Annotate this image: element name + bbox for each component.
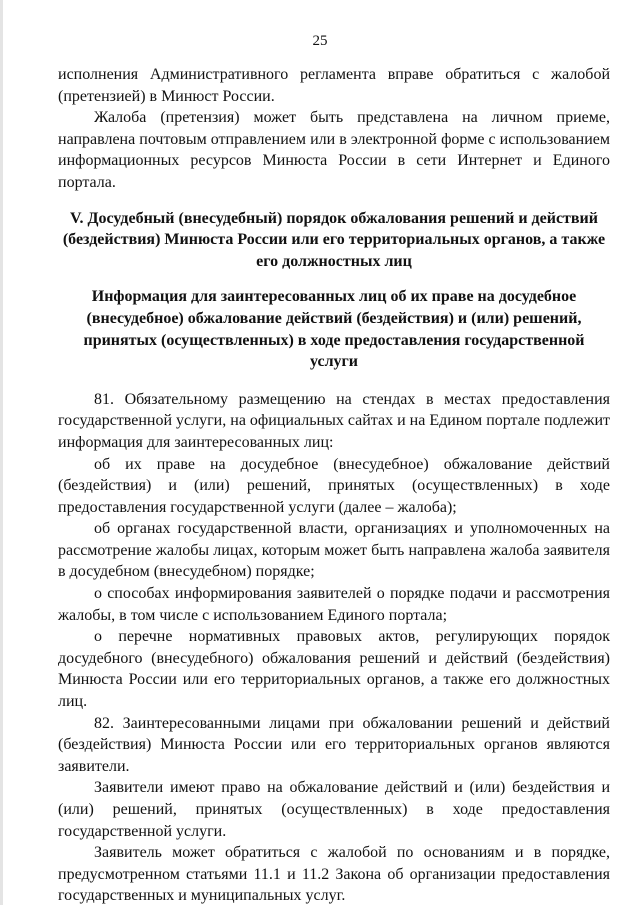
sub-heading: Информация для заинтересованных лиц об их праве на досудебное (внесудебное) обжалование действий (бездействия) и (или) решений, принятых (осуществленных) в ходе предоставления государственной услуги xyxy=(83,288,585,371)
paragraph: Жалоба (претензия) может быть представлена на личном приеме, направлена почтовым отправлением или в электронной форме с использованием информационных ресурсов Минюста России в сети Интернет и Единого портала. xyxy=(58,109,610,191)
paragraph: об их праве на досудебное (внесудебное) обжалование действий (бездействия) и (или) решений, принятых (осуществленных) в ходе предоставления государственной услуги (далее – жалоба); xyxy=(58,455,610,516)
paragraph: об органах государственной власти, организациях и уполномоченных на рассмотрение жалобы лицах, которым может быть направлена жалоба заявителя в досудебном (внесудебном) порядке; xyxy=(58,520,610,581)
paragraph: Заявитель может обратиться с жалобой по основаниям и в порядке, предусмотренном статьями 11.1 и 11.2 Закона об организации предоставления государственных и муниципальных услуг. xyxy=(58,844,610,905)
paragraph: Заявители имеют право на обжалование действий и (или) бездействия и (или) решений, принятых (осуществленных) в ходе предоставления государственной услуги. xyxy=(58,779,610,840)
paragraph: 81. Обязательному размещению на стендах в местах предоставления государственной услуги, на официальных сайтах и на Едином портале подлежит информация для заинтересованных лиц: xyxy=(58,390,610,451)
paragraph: исполнения Административного регламента вправе обратиться с жалобой (претензией) в Минюст России. xyxy=(58,66,610,105)
page-number: 25 xyxy=(312,33,328,49)
paragraph: о способах информирования заявителей о порядке подачи и рассмотрения жалобы, в том числе с использованием Единого портала; xyxy=(58,585,610,624)
paragraph: 82. Заинтересованными лицами при обжаловании решений и действий (бездействия) Минюста России или его территориальных органов являются заявители. xyxy=(58,714,610,775)
paragraph: о перечне нормативных правовых актов, регулирующих порядок досудебного (внесудебного) обжалования решений и действий (бездействия) Минюста России или его территориальных органов, а также его должностных лиц. xyxy=(58,628,610,711)
scan-edge xyxy=(0,0,3,905)
document-body xyxy=(58,64,610,907)
section-heading: V. Досудебный (внесудебный) порядок обжалования решений и действий (бездействия) Минюста России или его территориальных органов, а также его должностных лиц xyxy=(62,209,606,270)
